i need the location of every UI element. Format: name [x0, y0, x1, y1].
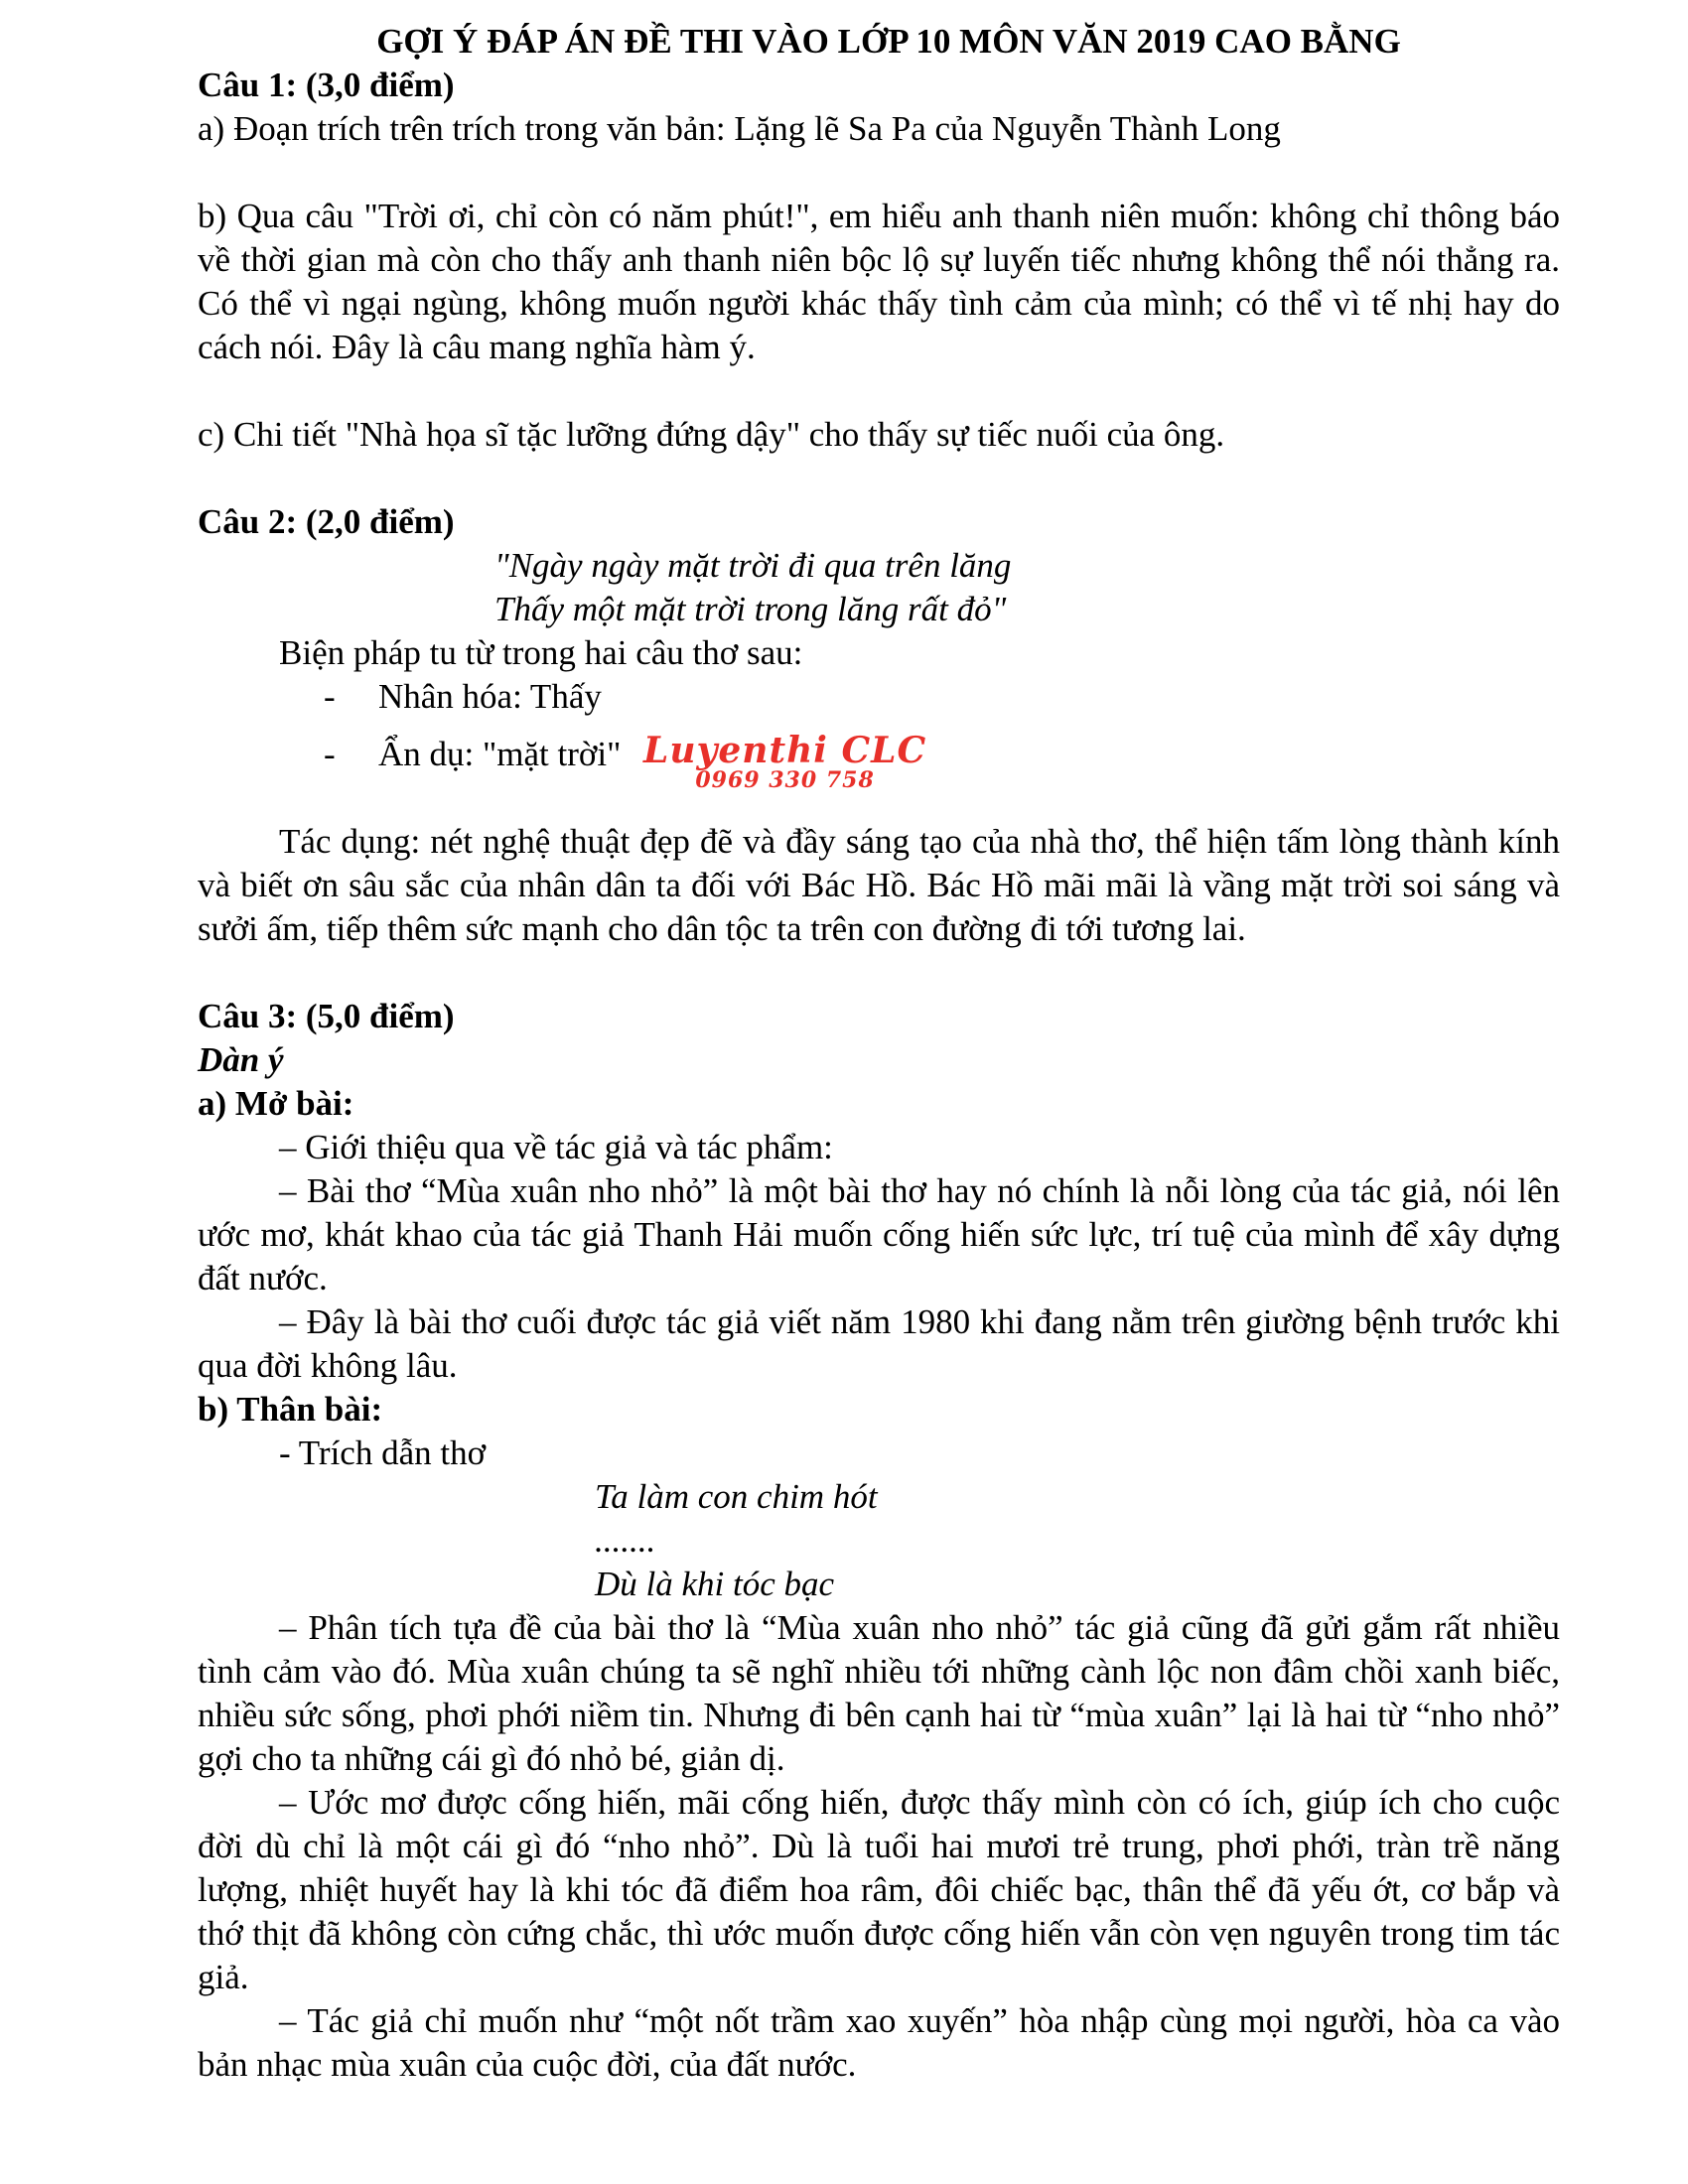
- q3-intro-item-2: – Bài thơ “Mùa xuân nho nhỏ” là một bài thơ hay nó chính là nỗi lòng của tác giả, nói lên ước mơ, khát khao của tác giả Thanh Hải muốn cống hiến sức lực, trí tuệ của mình để xây dựng đất nước.: [198, 1171, 1560, 1297]
- q2-intro: Biện pháp tu từ trong hai câu thơ sau:: [279, 633, 803, 672]
- q3-quote-line-1: Ta làm con chim hót: [595, 1477, 878, 1516]
- q3-heading: Câu 3: (5,0 điểm): [198, 997, 455, 1035]
- q2-item-personification: [198, 675, 1560, 719]
- q1-heading: Câu 1: (3,0 điểm): [198, 66, 455, 104]
- q3-intro-item-3: – Đây là bài thơ cuối được tác giả viết năm 1980 khi đang nằm trên giường bệnh trước khi qua đời không lâu.: [198, 1302, 1560, 1385]
- q3-outline-label: Dàn ý: [198, 1040, 284, 1079]
- q2-poem-line-2: Thấy một mặt trời trong lăng rất đỏ": [494, 590, 1007, 628]
- document-title: GỢI Ý ĐÁP ÁN ĐỀ THI VÀO LỚP 10 MÔN VĂN 2019 CAO BẰNG: [376, 22, 1401, 61]
- q3-body-item-3: – Tác giả chỉ muốn như “một nốt trầm xao xuyến” hòa nhập cùng mọi người, hòa ca vào bản nhạc mùa xuân của cuộc đời, của đất nước.: [198, 2001, 1560, 2084]
- q1-answer-b: b) Qua câu "Trời ơi, chỉ còn có năm phút!", em hiểu anh thanh niên muốn: không chỉ thông báo về thời gian mà còn cho thấy anh thanh niên bộc lộ sự luyến tiếc nhưng không thể nói thẳng ra. Có thể vì ngại ngùng, không muốn người khác thấy tình cảm của mình; có thể vì tế nhị hay do cách nói. Đây là câu mang nghĩa hàm ý.: [198, 197, 1560, 366]
- q2-poem-line-1: "Ngày ngày mặt trời đi qua trên lăng: [494, 546, 1012, 585]
- dash-marker: -: [324, 677, 336, 716]
- q3-body-item-1: – Phân tích tựa đề của bài thơ là “Mùa xuân nho nhỏ” tác giả cũng đã gửi gắm rất nhiều tình cảm vào đó. Mùa xuân chúng ta sẽ nghĩ nhiều tới những cành lộc non đâm chồi xanh biếc, nhiều sức sống, phơi phới niềm tin. Nhưng đi bên cạnh hai từ “mùa xuân” lại là hai từ “nho nhỏ” gợi cho ta những cái gì đó nhỏ bé, giản dị.: [198, 1608, 1560, 1778]
- q3-quote-line-3: Dù là khi tóc bạc: [595, 1565, 835, 1603]
- q2-item-metaphor: [198, 730, 1560, 776]
- q3-body-item-2: – Ước mơ được cống hiến, mãi cống hiến, được thấy mình còn có ích, giúp ích cho cuộc đời dù chỉ là một cái gì đó “nho nhỏ”. Dù là tuổi hai mươi trẻ trung, phơi phới, tràn trề năng lượng, nhiệt huyết hay là khi tóc đã điểm hoa râm, đôi chiếc bạc, thân thể đã yếu ớt, cơ bắp và thớ thịt đã không còn cứng chắc, thì ước muốn được cống hiến vẫn còn vẹn nguyên trong tim tác giả.: [198, 1783, 1560, 1996]
- document-page: [198, 20, 1560, 2087]
- q2-item-text: Ẩn dụ: "mặt trời": [378, 735, 622, 773]
- q2-heading: Câu 2: (2,0 điểm): [198, 502, 455, 541]
- spacer: [198, 951, 1560, 995]
- spacer: [198, 151, 1560, 195]
- dash-marker: -: [324, 735, 336, 773]
- q2-item-text: Nhân hóa: Thấy: [378, 677, 602, 716]
- q3-intro-heading: a) Mở bài:: [198, 1084, 354, 1123]
- spacer: [198, 776, 1560, 820]
- q1-answer-c: c) Chi tiết "Nhà họa sĩ tặc lưỡng đứng dậy" cho thấy sự tiếc nuối của ông.: [198, 415, 1225, 454]
- q2-effect: Tác dụng: nét nghệ thuật đẹp đẽ và đầy sáng tạo của nhà thơ, thể hiện tấm lòng thành kính và biết ơn sâu sắc của nhân dân ta đối với Bác Hồ. Bác Hồ mãi mãi là vầng mặt trời soi sáng và sưởi ấm, tiếp thêm sức mạnh cho dân tộc ta trên con đường đi tới tương lai.: [198, 822, 1560, 948]
- watermark-brand: Luyenthi CLC: [643, 730, 927, 771]
- q1-answer-a: a) Đoạn trích trên trích trong văn bản: Lặng lẽ Sa Pa của Nguyễn Thành Long: [198, 109, 1281, 148]
- spacer: [198, 457, 1560, 500]
- q3-quote-line-2: .......: [595, 1521, 656, 1560]
- q3-body-heading: b) Thân bài:: [198, 1390, 383, 1429]
- q3-quote-intro: - Trích dẫn thơ: [279, 1433, 487, 1472]
- q3-intro-item-1: – Giới thiệu qua về tác giả và tác phẩm:: [279, 1128, 833, 1166]
- spacer: [198, 369, 1560, 413]
- spacer: [198, 719, 1560, 733]
- watermark-phone: 0969 330 758: [695, 767, 875, 793]
